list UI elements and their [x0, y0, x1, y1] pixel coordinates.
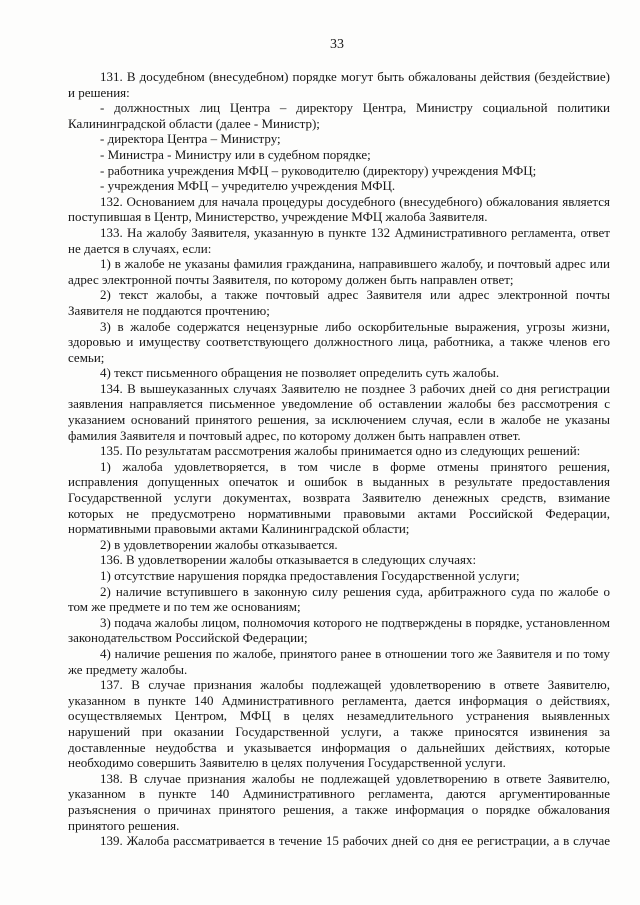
paragraph-139 — [68, 833, 610, 849]
text-line: же предмету жалобы. — [68, 661, 188, 677]
text-line: 4) текст письменного обращения не позволяет определить суть жалобы. — [100, 365, 500, 381]
list-item — [68, 319, 610, 366]
text-line: которых не предусмотрено нормативными правовыми актами Российской Федерации, — [68, 505, 610, 521]
text-line: - Министра - Министру или в судебном порядке; — [100, 146, 371, 162]
text-line: 1) отсутствие нарушения порядка предоставления Государственной услуги; — [100, 568, 520, 583]
list-item — [68, 615, 610, 646]
list-item — [68, 131, 610, 147]
text-line: 1) жалоба удовлетворяется, в том числе в форме отмены принятого решения, — [100, 458, 610, 474]
text-line: 134. В вышеуказанных случаях Заявителю не позднее 3 рабочих дней со дня регистрации — [100, 380, 610, 396]
text-line: нарушений при оказании Государственной услуги, а также приносятся извинения за — [68, 723, 610, 739]
text-line: - учреждения МФЦ – учредителю учреждения МФЦ. — [100, 178, 396, 194]
list-item — [68, 365, 610, 381]
list-item — [68, 163, 610, 179]
text-line: указанием оснований принятого решения, за исключением случая, если в жалобе не указаны — [68, 412, 610, 428]
list-item — [68, 568, 610, 584]
text-line: 136. В удовлетворении жалобы отказывается в следующих случаях: — [100, 552, 477, 568]
list-item — [68, 100, 610, 131]
list-item — [68, 584, 610, 615]
paragraph-133 — [68, 225, 610, 256]
text-line: указанном в пункте 140 Административного регламента, дается информация о действиях, — [68, 692, 610, 708]
list-item — [68, 646, 610, 677]
text-line: указанном в пункте 140 Административного регламента, даются аргументированные — [68, 786, 610, 802]
text-line: 2) наличие вступившего в законную силу решения суда, арбитражного суда по жалобе о — [100, 583, 610, 599]
text-line: 137. В случае признания жалобы подлежащей удовлетворению в ответе Заявителю, — [100, 677, 610, 693]
text-line: 132. Основанием для начала процедуры досудебного (внесудебного) обжалования является — [100, 193, 610, 209]
paragraph-132 — [68, 194, 610, 225]
text-line: - работника учреждения МФЦ – руководителю (директору) учреждения МФЦ; — [100, 162, 537, 178]
text-line: семьи; — [68, 349, 105, 365]
text-line: том же предмете и по тем же основаниям; — [68, 599, 301, 615]
text-line: здоровью и имуществу соответствующего должностного лица, работника, а также членов его — [68, 334, 610, 350]
list-item — [68, 147, 610, 163]
text-line: 2) в удовлетворении жалобы отказывается. — [100, 536, 338, 552]
text-line: и решения: — [68, 84, 130, 100]
text-line: 3) подача жалобы лицом, полномочия которого не подтверждены в порядке, установленном — [100, 614, 610, 630]
document-body — [68, 69, 610, 849]
text-line: законодательством Российской Федерации; — [68, 630, 308, 646]
text-line: фамилия Заявителя и почтовый адрес, по которому должен быть направлен ответ. — [68, 427, 521, 443]
text-line: разъяснения о причинах принятого решения, а также информация о порядке обжалования — [68, 801, 610, 817]
paragraph-138 — [68, 771, 610, 833]
list-item — [68, 178, 610, 194]
text-line: 138. В случае признания жалобы не подлежащей удовлетворению в ответе Заявителю, — [100, 770, 610, 786]
text-line: доставленные неудобства и указывается информация о дальнейших действиях, которые — [68, 739, 610, 755]
text-line: 2) текст жалобы, а также почтовый адрес Заявителя или адрес электронной почты — [100, 287, 610, 303]
paragraph-131 — [68, 69, 610, 100]
page-number: 33 — [330, 37, 344, 52]
paragraph-135 — [68, 443, 610, 459]
text-line: адрес электронной почты Заявителя, по которому должен быть направлен ответ; — [68, 271, 514, 287]
text-line: 3) в жалобе содержатся нецензурные либо оскорбительные выражения, угрозы жизни, — [100, 318, 610, 334]
text-line: - директора Центра – Министру; — [100, 131, 281, 147]
text-line: не дается в случаях, если: — [68, 240, 212, 256]
list-item — [68, 287, 610, 318]
list-item — [68, 256, 610, 287]
text-line: исправления допущенных опечаток и ошибок в выданных в результате предоставления — [68, 474, 610, 490]
list-item — [68, 537, 610, 553]
text-line: необходимо совершить Заявителю в целях получения Государственной услуги. — [68, 755, 506, 771]
text-line: Калининградской области (далее - Министр); — [68, 115, 320, 131]
text-line: 131. В досудебном (внесудебном) порядке могут быть обжалованы действия (бездействие) — [100, 69, 610, 84]
text-line: Заявителя не поддаются прочтению; — [68, 302, 270, 318]
text-line: осуществляемых Центром, МФЦ в целях незамедлительного устранения выявленных — [68, 708, 610, 724]
text-line: нормативными правовыми актами Калининградской области; — [68, 521, 410, 537]
text-line: 1) в жалобе не указаны фамилия гражданина, направившего жалобу, и почтовый адрес или — [100, 256, 610, 272]
paragraph-134 — [68, 381, 610, 443]
text-line: Государственной услуги документах, возврата Заявителю денежных средств, взимание — [68, 490, 610, 506]
text-line: поступившая в Центр, Министерство, учреждение МФЦ жалоба Заявителя. — [68, 209, 488, 225]
text-line: 4) наличие решения по жалобе, принятого ранее в отношении того же Заявителя и по тому — [100, 645, 610, 661]
text-line: - должностных лиц Центра – директору Центра, Министру социальной политики — [100, 100, 610, 116]
text-line: 139. Жалоба рассматривается в течение 15 рабочих дней со дня ее регистрации, а в случае — [100, 833, 610, 849]
text-line: принятого решения. — [68, 817, 180, 833]
paragraph-136 — [68, 552, 610, 568]
text-line: 133. На жалобу Заявителя, указанную в пункте 132 Административного регламента, ответ — [100, 224, 610, 240]
text-line: заявления направляется письменное уведомление об оставлении жалобы без рассмотрения с — [68, 396, 610, 412]
text-line: 135. По результатам рассмотрения жалобы принимается одно из следующих решений: — [100, 443, 581, 459]
list-item — [68, 459, 610, 537]
paragraph-137 — [68, 677, 610, 771]
